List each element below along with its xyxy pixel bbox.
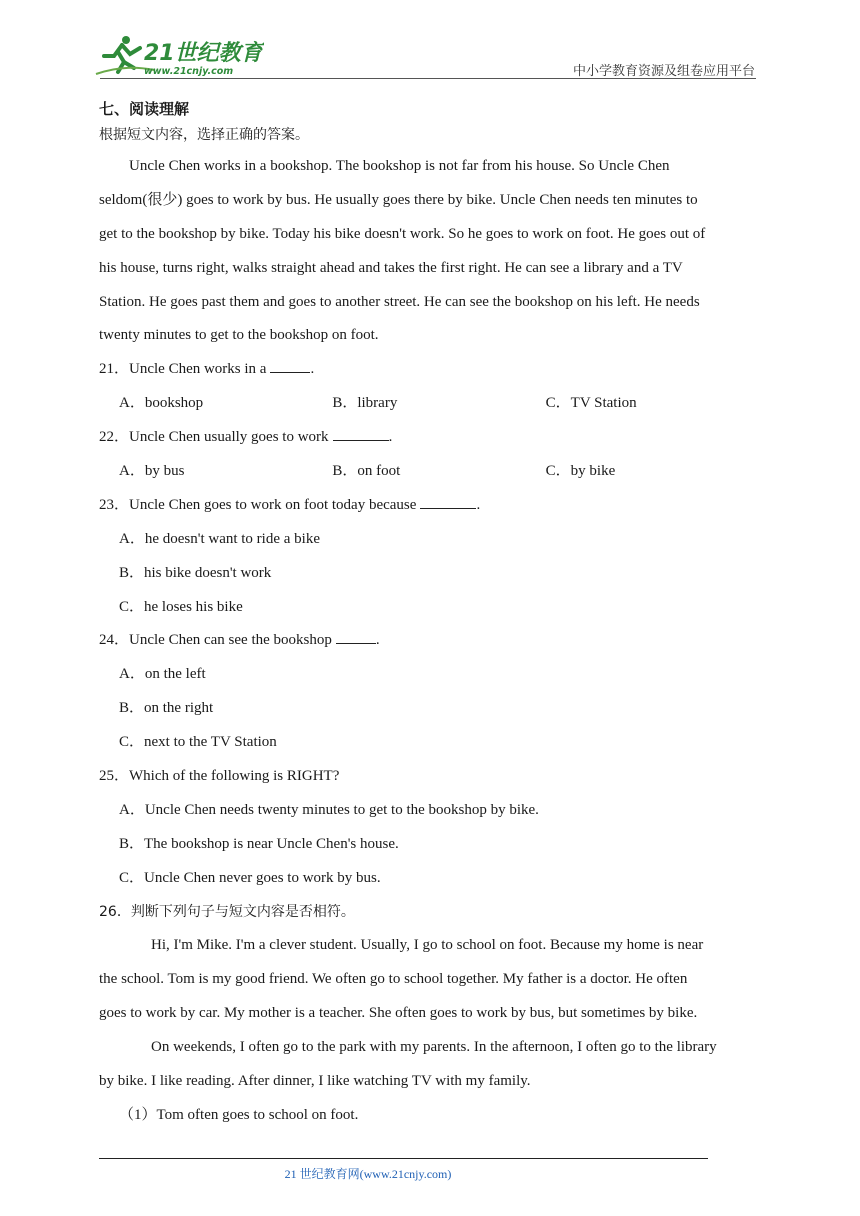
option-c[interactable]: C．Uncle Chen never goes to work by bus. — [119, 869, 381, 886]
question-end: . — [310, 361, 315, 378]
option-a[interactable]: A．by bus — [119, 463, 185, 480]
options-21 — [99, 387, 759, 421]
option-b[interactable]: B．The bookshop is near Uncle Chen's house. — [119, 835, 399, 852]
question-23 — [99, 489, 759, 523]
option-b[interactable]: B．on foot — [332, 463, 401, 480]
option-a[interactable]: A．bookshop — [119, 395, 204, 412]
document-body — [99, 95, 759, 1133]
option-b[interactable]: B．library — [332, 395, 398, 412]
answer-blank[interactable] — [270, 358, 310, 373]
question-24 — [99, 624, 759, 658]
question-stem: 23．Uncle Chen goes to work on foot today because — [99, 496, 417, 513]
footer-link[interactable]: 21 世纪教育网(www.21cnjy.com) — [284, 1167, 452, 1181]
section-instruction: 根据短文内容，选择正确的答案。 — [99, 127, 309, 143]
answer-blank[interactable] — [420, 494, 476, 509]
logo — [94, 34, 264, 80]
passage-line: goes to work by car. My mother is a teacher. She often goes to work by bus, but sometimes by bike. — [99, 1005, 698, 1022]
option-c[interactable]: C．by bike — [545, 463, 616, 480]
option-b[interactable]: B．on the right — [119, 700, 214, 717]
reading-passage-2 — [99, 929, 759, 1098]
passage-line: Uncle Chen works in a bookshop. The bookshop is not far from his house. So Uncle Chen — [129, 158, 670, 174]
passage-line: seldom(很少) goes to work by bus. He usually goes there by bike. Uncle Chen needs ten minutes to — [99, 191, 698, 208]
question-stem: 24．Uncle Chen can see the bookshop — [99, 632, 332, 649]
passage-line: twenty minutes to get to the bookshop on foot. — [99, 327, 379, 344]
question-21 — [99, 353, 759, 387]
section-title: 七、阅读理解 — [99, 100, 190, 118]
question-stem: 22．Uncle Chen usually goes to work — [99, 429, 329, 446]
passage-line: his house, turns right, walks straight ahead and takes the first right. He can see a library and a TV — [99, 259, 683, 276]
answer-blank[interactable] — [333, 426, 389, 441]
header-divider — [100, 78, 756, 79]
statement-1: （1）Tom often goes to school on foot. — [119, 1106, 359, 1123]
question-end: . — [476, 496, 481, 513]
option-a[interactable]: A．on the left — [119, 666, 206, 683]
passage-line: by bike. I like reading. After dinner, I like watching TV with my family. — [99, 1073, 531, 1090]
question-end: . — [388, 429, 393, 446]
question-stem: 21．Uncle Chen works in a — [99, 361, 267, 378]
logo-text: 21世纪教育 — [144, 41, 263, 66]
logo-url: www.21cnjy.com — [144, 66, 234, 77]
question-end: . — [375, 632, 380, 649]
passage-line: the school. Tom is my good friend. We often go to school together. My father is a doctor. He often — [99, 971, 688, 988]
page-header — [0, 0, 860, 82]
question-25: 25．Which of the following is RIGHT? — [99, 768, 340, 785]
page-footer — [0, 1165, 860, 1182]
option-c[interactable]: C．TV Station — [545, 395, 637, 412]
option-a[interactable]: A．Uncle Chen needs twenty minutes to get to the bookshop by bike. — [119, 801, 539, 818]
option-a[interactable]: A．he doesn't want to ride a bike — [119, 530, 320, 547]
options-22 — [99, 455, 759, 489]
footer-divider — [99, 1158, 708, 1159]
question-26: 26．判断下列句子与短文内容是否相符。 — [99, 903, 355, 920]
passage-line: Station. He goes past them and goes to another street. He can see the bookshop on his left. He needs — [99, 293, 700, 310]
passage-line: On weekends, I often go to the park with my parents. In the afternoon, I often go to the library — [151, 1039, 717, 1056]
option-c[interactable]: C．he loses his bike — [119, 598, 243, 615]
passage-line: Hi, I'm Mike. I'm a clever student. Usually, I go to school on foot. Because my home is near — [151, 937, 704, 954]
answer-blank[interactable] — [336, 629, 376, 644]
option-c[interactable]: C．next to the TV Station — [119, 734, 277, 751]
reading-passage-1 — [99, 150, 759, 353]
option-b[interactable]: B．his bike doesn't work — [119, 564, 272, 581]
passage-line: get to the bookshop by bike. Today his bike doesn't work. So he goes to work on foot. He goes out of — [99, 225, 706, 242]
header-platform-text: 中小学教育资源及组卷应用平台 — [572, 63, 755, 78]
question-22 — [99, 421, 759, 455]
